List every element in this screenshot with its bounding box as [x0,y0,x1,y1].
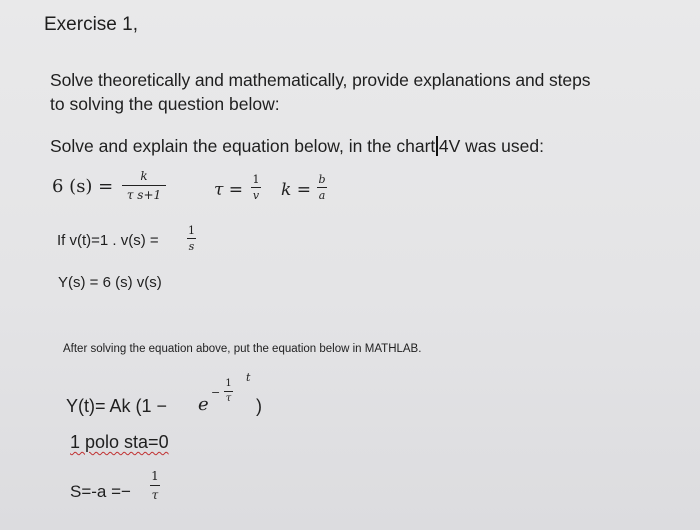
solve-line [50,136,544,157]
input-numerator: 1 [188,224,195,237]
input-denominator: s [188,240,195,254]
text-cursor [436,136,438,156]
transfer-function-fraction [122,170,166,201]
exponent-numerator: 1 [225,378,232,389]
polo-line [70,432,169,453]
k-numerator: b [318,173,326,186]
fraction-bar [150,485,160,486]
exponent-denominator: τ [225,393,232,405]
exponent-fraction [224,379,233,404]
time-response-prefix: Y(t)= Ak (1 − [66,396,168,416]
tau-numerator: 1 [252,173,260,186]
exercise-title: Exercise 1, [44,14,138,35]
transfer-function-numerator: k [140,169,148,183]
time-response-suffix: ) [256,396,262,416]
fraction-bar [251,187,261,188]
pole-denominator: τ [151,488,159,503]
solve-line-part1: Solve and explain the equation below, in the chart [50,136,436,156]
pole-numerator: 1 [151,469,159,483]
instruction-line-1: Solve theoretically and mathematically, provide explanations and steps [50,70,591,90]
k-denominator: a [318,189,326,203]
fraction-bar [224,391,233,392]
fraction-bar [187,238,196,239]
solve-line-part2: 4V was used: [438,136,544,156]
fraction-bar [317,187,327,188]
fraction-bar [122,185,166,186]
exponent-minus: − [211,386,221,399]
exponent-t: t [246,371,251,384]
after-solving-note: After solving the equation above, put the equation below in MATHLAB. [63,343,422,355]
input-definition: If v(t)=1 . v(s) = [57,232,159,249]
k-fraction [317,174,327,201]
input-fraction [187,225,196,252]
instruction-line-2: to solving the question below: [50,94,280,114]
output-equation: Y(s) = 6 (s) v(s) [58,274,162,291]
k-equation-lhs: k = [281,180,311,200]
transfer-function-lhs: 6 (s) = [52,176,114,197]
tau-equation-lhs: τ = [214,180,244,200]
tau-denominator: v [252,189,260,203]
transfer-function-denominator: τ s+1 [126,188,162,203]
pole-equation-prefix: S=-a =− [70,482,131,501]
tau-fraction [251,174,261,201]
polo-text: 1 polo sta=0 [70,432,169,452]
pole-fraction [150,470,160,501]
exponential-base: e [198,394,209,415]
